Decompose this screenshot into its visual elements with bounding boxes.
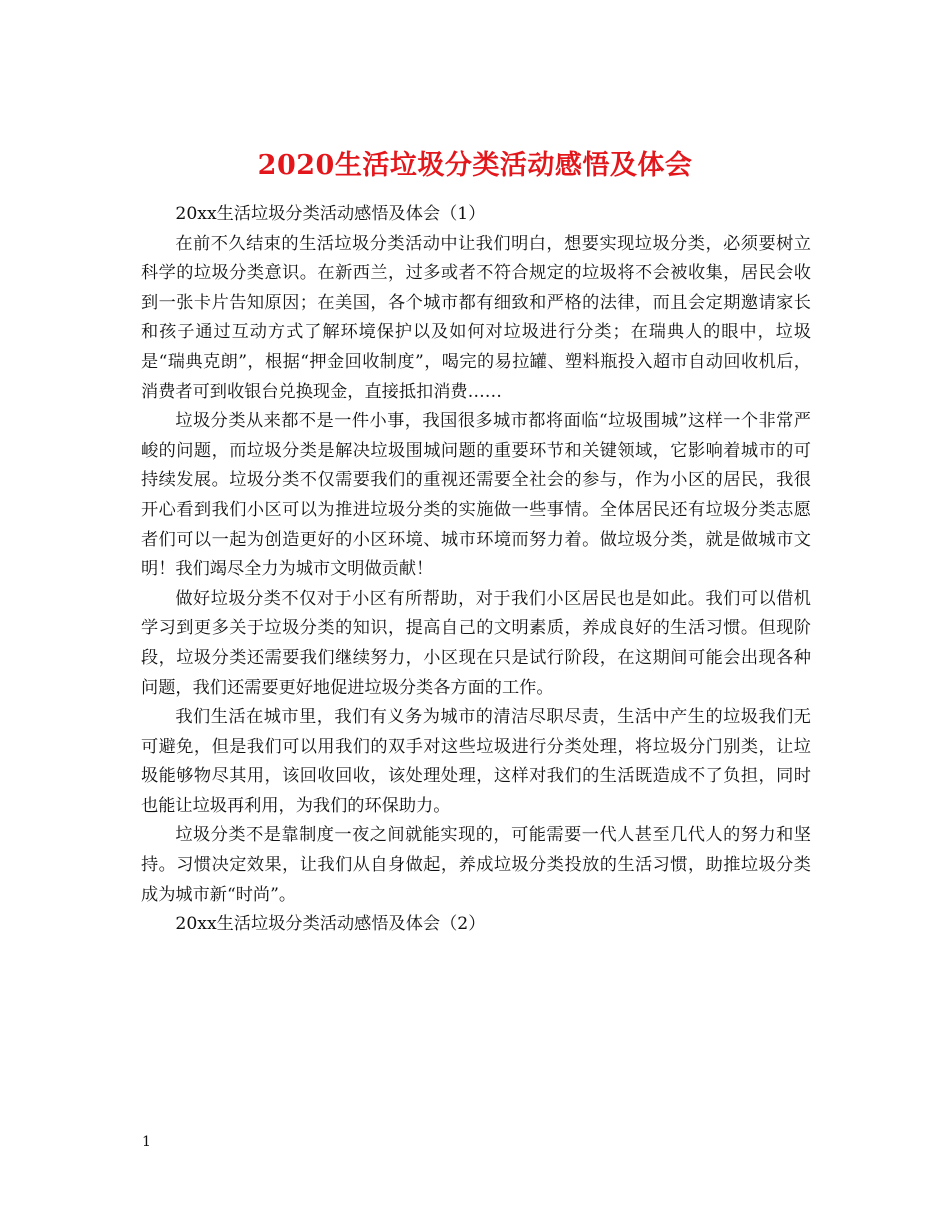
paragraph: 在前不久结束的生活垃圾分类活动中让我们明白，想要实现垃圾分类，必须要树立科学的垃圾分类意识。在新西兰，过多或者不符合规定的垃圾将不会被收集，居民会收到一张卡片告知原因；在美国，各个城市都有细致和严格的法律，而且会定期邀请家长和孩子通过互动方式了解环境保护以及如何对垃圾进行分类；在瑞典人的眼中，垃圾是“瑞典克朗”，根据“押金回收制度”，喝完的易拉罐、塑料瓶投入超市自动回收机后，消费者可到收银台兑换现金，直接抵扣消费…… [141, 233, 811, 402]
paragraph: 垃圾分类不是靠制度一夜之间就能实现的，可能需要一代人甚至几代人的努力和坚持。习惯决定效果，让我们从自身做起，养成垃圾分类投放的生活习惯，助推垃圾分类成为城市新“时尚”。 [141, 825, 811, 905]
paragraph: 垃圾分类从来都不是一件小事，我国很多城市都将面临“垃圾围城”这样一个非常严峻的问题，而垃圾分类是解决垃圾围城问题的重要环节和关键领域，它影响着城市的可持续发展。垃圾分类不仅需要我们的重视还需要全社会的参与，作为小区的居民，我很开心看到我们小区可以为推进垃圾分类的实施做一些事情。全体居民还有垃圾分类志愿者们可以一起为创造更好的小区环境、城市环境而努力着。做垃圾分类，就是做城市文明！我们竭尽全力为城市文明做贡献！ [141, 411, 811, 580]
section-heading-1: 20xx生活垃圾分类活动感悟及体会（1） [175, 204, 486, 224]
section-heading-2: 20xx生活垃圾分类活动感悟及体会（2） [175, 914, 486, 935]
page-number: 1 [142, 1134, 151, 1150]
paragraph: 做好垃圾分类不仅对于小区有所帮助，对于我们小区居民也是如此。我们可以借机学习到更多关于垃圾分类的知识，提高自己的文明素质，养成良好的生活习惯。但现阶段，垃圾分类还需要我们继续努力，小区现在只是试行阶段，在这期间可能会出现各种问题，我们还需要更好地促进垃圾分类各方面的工作。 [141, 588, 811, 698]
document-title: 2020生活垃圾分类活动感悟及体会 [257, 150, 693, 182]
paragraph: 我们生活在城市里，我们有义务为城市的清洁尽职尽责，生活中产生的垃圾我们无可避免，但是我们可以用我们的双手对这些垃圾进行分类处理，将垃圾分门别类，让垃圾能够物尽其用，该回收回收，该处理处理，这样对我们的生活既造成不了负担，同时也能让垃圾再利用，为我们的环保助力。 [141, 707, 811, 816]
document-body [141, 200, 811, 940]
